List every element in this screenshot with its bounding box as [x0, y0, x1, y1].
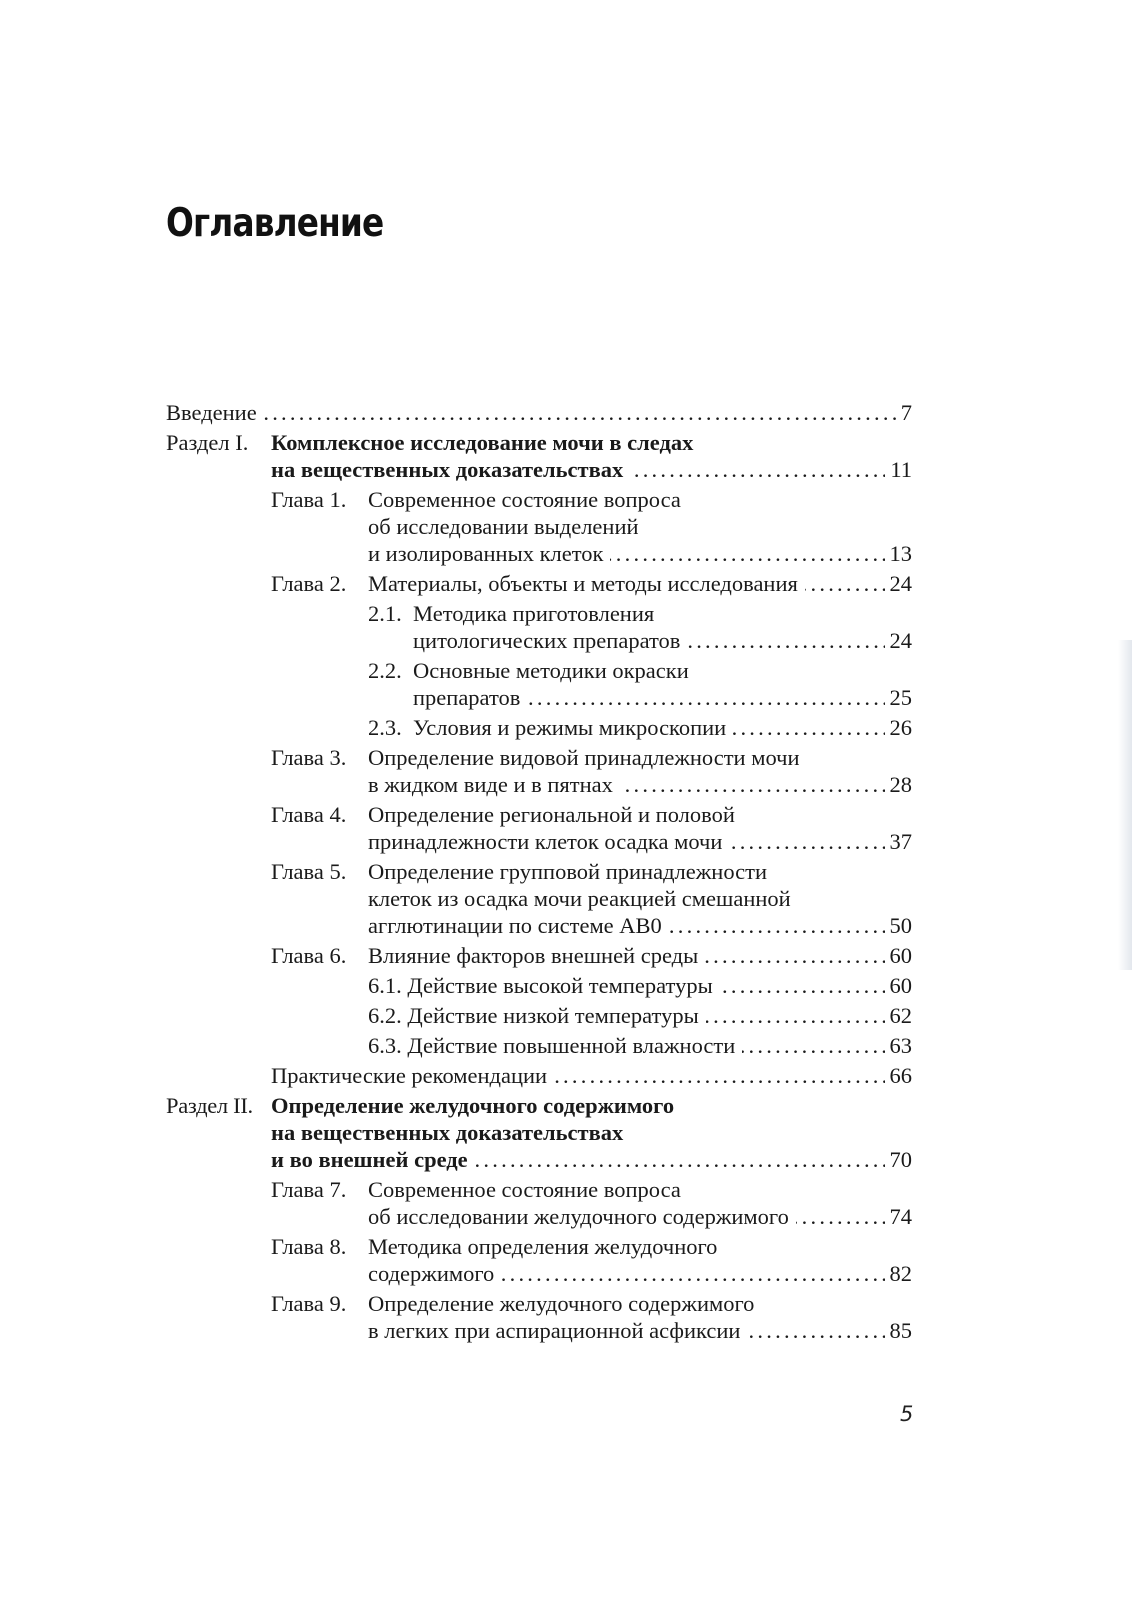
toc-entry-chapter-8[interactable]: [368, 1259, 912, 1289]
toc-entry-title: агглютинации по системе АВ0: [368, 913, 669, 938]
toc-entry-title: Введение: [166, 400, 264, 425]
toc-entry-section-1[interactable]: [271, 455, 912, 485]
toc-entry-chapter-2[interactable]: [368, 569, 912, 599]
toc-entry-title: Практические рекомендации: [271, 1063, 554, 1088]
toc-entry-subchapter-2-1[interactable]: [413, 626, 912, 656]
toc-page-number: 82: [885, 1259, 913, 1289]
page-number: 5: [900, 1402, 914, 1426]
chapter-title-line: Определение региональной и половой: [368, 802, 735, 827]
toc-page-number: 37: [885, 827, 913, 857]
toc-entry-chapter-9[interactable]: [368, 1316, 912, 1346]
toc-page-number: 24: [885, 626, 913, 656]
chapter-title-line: Современное состояние вопроса: [368, 487, 681, 512]
toc-entry-chapter-4[interactable]: [368, 827, 912, 857]
chapter-title-line: клеток из осадка мочи реакцией смешанной: [368, 886, 791, 911]
toc-page-number: 28: [885, 770, 913, 800]
toc-page-number: 70: [885, 1145, 913, 1175]
toc-entry-title: и во внешней среде: [271, 1147, 475, 1172]
chapter-label: Глава 8.: [271, 1234, 347, 1259]
toc-entry-title: в жидком виде и в пятнах: [368, 772, 620, 797]
toc-entry-title: принадлежности клеток осадка мочи: [368, 829, 729, 854]
chapter-title-line: Определение групповой принадлежности: [368, 859, 768, 884]
toc-entry-chapter-7[interactable]: [368, 1202, 912, 1232]
toc-page-number: 24: [885, 569, 913, 599]
toc-entry-title: в легких при аспирационной асфиксии: [368, 1318, 747, 1343]
toc-entry-chapter-5[interactable]: [368, 911, 912, 941]
section-label: Раздел I.: [166, 430, 249, 455]
toc-entry-title: Действие повышенной влажности: [407, 1033, 736, 1058]
chapter-title-line: Методика определения желудочного: [368, 1234, 718, 1259]
toc-page-number: 85: [885, 1316, 913, 1346]
toc-page-number: 13: [885, 539, 913, 569]
subchapter-number: 2.2.: [368, 658, 402, 683]
toc-entry-chapter-3[interactable]: [368, 770, 912, 800]
chapter-label: Глава 7.: [271, 1177, 347, 1202]
toc-page-number: 26: [885, 713, 913, 743]
subchapter-title-line: Методика приготовления: [413, 601, 655, 626]
toc-entry-subchapter-6-3[interactable]: [368, 1031, 912, 1061]
toc-page-number: 66: [885, 1061, 913, 1091]
toc-entry-title: содержимого: [368, 1261, 501, 1286]
section-label: Раздел II.: [166, 1093, 253, 1118]
section-title-line: Комплексное исследование мочи в следах: [271, 430, 694, 455]
chapter-label: Глава 2.: [271, 571, 347, 596]
chapter-label: Глава 3.: [271, 745, 347, 770]
toc-entry-section-2[interactable]: [271, 1145, 912, 1175]
chapter-label: Глава 1.: [271, 487, 347, 512]
toc-entry-subchapter-6-2[interactable]: [368, 1001, 912, 1031]
chapter-title-line: Определение видовой принадлежности мочи: [368, 745, 800, 770]
toc-entry-subchapter-6-1[interactable]: [368, 971, 912, 1001]
toc-entry-title: и изолированных клеток: [368, 541, 610, 566]
chapter-label: Глава 9.: [271, 1291, 347, 1316]
section-title-line: Определение желудочного содержимого: [271, 1093, 675, 1118]
page-title: Оглавление: [166, 201, 384, 246]
chapter-label: Глава 6.: [271, 943, 347, 968]
toc-page-number: 50: [885, 911, 913, 941]
subchapter-number: 6.2.: [368, 1003, 402, 1028]
chapter-label: Глава 5.: [271, 859, 347, 884]
toc-entry-title: Материалы, объекты и методы исследования: [368, 571, 805, 596]
toc-entry-title: Действие низкой температуры: [407, 1003, 699, 1028]
toc-entry-title: об исследовании желудочного содержимого: [368, 1204, 796, 1229]
chapter-label: Глава 4.: [271, 802, 347, 827]
toc-entry-subchapter-2-2[interactable]: [413, 683, 912, 713]
toc-page-number: 62: [885, 1001, 913, 1031]
toc-page-number: 25: [885, 683, 913, 713]
toc-entry-title: на вещественных доказательствах: [271, 457, 630, 482]
toc-entry-chapter-6[interactable]: [368, 941, 912, 971]
toc-page-number: 60: [885, 941, 913, 971]
toc-entry-title: препаратов: [413, 685, 527, 710]
chapter-title-line: Определение желудочного содержимого: [368, 1291, 755, 1316]
toc-page-number: 63: [885, 1031, 913, 1061]
toc-entry-chapter-1[interactable]: [368, 539, 912, 569]
toc-entry-intro[interactable]: [166, 398, 912, 428]
subchapter-title-line: Основные методики окраски: [413, 658, 689, 683]
subchapter-number: 2.1.: [368, 601, 402, 626]
toc-entry-title: Действие высокой температуры: [407, 973, 713, 998]
toc-page-number: 60: [885, 971, 913, 1001]
chapter-title-line: Современное состояние вопроса: [368, 1177, 681, 1202]
toc-page-number: 7: [896, 398, 912, 428]
chapter-title-line: об исследовании выделений: [368, 514, 639, 539]
toc-page-number: 74: [885, 1202, 913, 1232]
toc-entry-practical[interactable]: [271, 1061, 912, 1091]
subchapter-number: 6.3.: [368, 1033, 402, 1058]
subchapter-number: 6.1.: [368, 973, 402, 998]
subchapter-number: 2.3.: [368, 715, 402, 740]
toc-entry-title: Влияние факторов внешней среды: [368, 943, 705, 968]
toc-entry-title: Условия и режимы микроскопии: [413, 715, 733, 740]
toc-entry-subchapter-2-3[interactable]: [413, 713, 912, 743]
section-title-line: на вещественных доказательствах: [271, 1120, 624, 1145]
toc-entry-title: цитологических препаратов: [413, 628, 687, 653]
toc-page-number: 11: [885, 455, 912, 485]
